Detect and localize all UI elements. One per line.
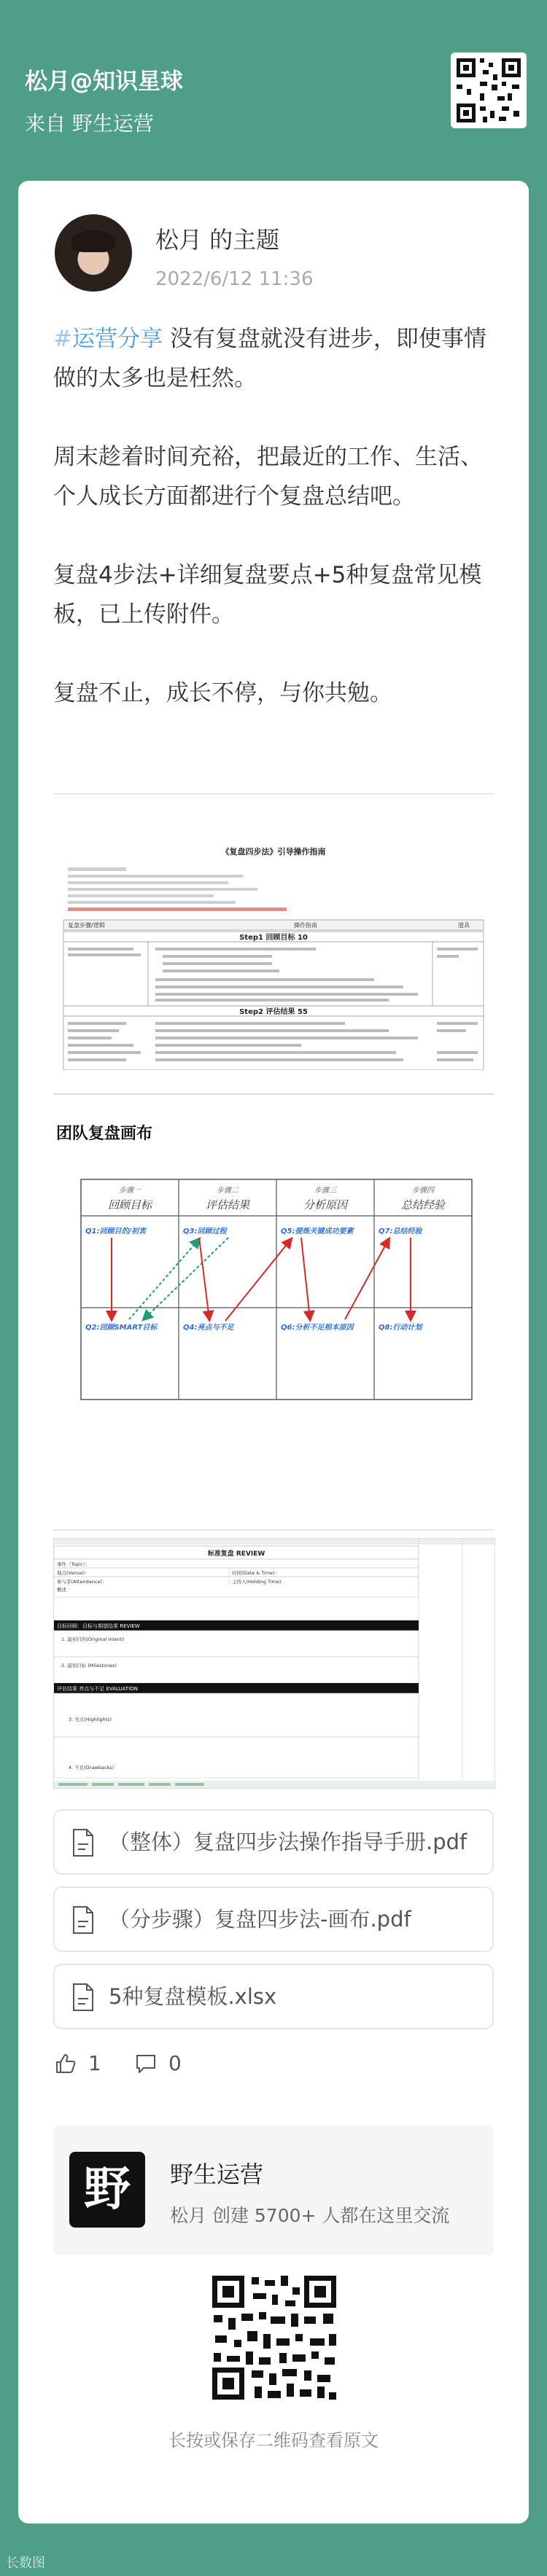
- step1-label: Step1 回顾目标 10: [239, 934, 308, 942]
- svg-text:参与者(Attendance)：: 参与者(Attendance)：: [57, 1579, 107, 1585]
- question-label: Q8:行动计划: [379, 1324, 422, 1332]
- svg-text:2. 最初目标 (Milestones): 2. 最初目标 (Milestones): [61, 1663, 117, 1668]
- comment-button[interactable]: [135, 2051, 182, 2075]
- col-name: 评估结果: [205, 1198, 250, 1211]
- svg-text:地点(Venue)：: 地点(Venue)：: [57, 1570, 90, 1576]
- attachment-name: （整体）复盘四步法操作指导手册.pdf: [109, 1830, 468, 1854]
- svg-text:主持人(Holding Time)：: 主持人(Holding Time)：: [232, 1579, 286, 1585]
- group-name: 野生运营: [170, 2161, 264, 2188]
- file-icon: [72, 1905, 94, 1935]
- topic-tag[interactable]: 运营分享: [71, 326, 163, 352]
- col-name: 分析原因: [303, 1198, 348, 1211]
- group-card[interactable]: [53, 2126, 494, 2255]
- question-label: Q5:提炼关键成功要素: [281, 1227, 354, 1236]
- canvas-title: 团队复盘画布: [56, 1125, 153, 1143]
- file-icon: [72, 1983, 94, 2012]
- post-paragraph: 复盘4步法+详细复盘要点+5种复盘常见模板，已上传附件。: [53, 562, 482, 628]
- col-step-label: 步骤一: [119, 1187, 141, 1195]
- comment-count: 0: [168, 2051, 182, 2075]
- attachment-name: （分步骤）复盘四步法-画布.pdf: [109, 1907, 411, 1932]
- svg-text:概述: 概述: [57, 1587, 66, 1593]
- question-label: Q4:亮点与不足: [183, 1324, 234, 1332]
- review-template-image[interactable]: [53, 1538, 495, 1789]
- review-canvas-image[interactable]: [53, 1121, 494, 1442]
- qr-caption: 长按或保存二维码查看原文: [168, 2430, 379, 2451]
- col-step: 复盘步骤/逻辑: [68, 922, 105, 929]
- like-button[interactable]: [55, 2051, 101, 2075]
- post-paragraph: 复盘不止，成长不停，与你共勉。: [53, 680, 392, 706]
- group-meta: 松月 创建 5700+ 人都在这里交流: [170, 2205, 450, 2226]
- question-label: Q7:总结经验: [379, 1227, 422, 1236]
- svg-text:时间(Date & Time)：: 时间(Date & Time)：: [232, 1570, 280, 1576]
- svg-text:事件（Topic）：: 事件（Topic）：: [57, 1561, 90, 1567]
- attachment-item[interactable]: [53, 1809, 494, 1875]
- col-name: 回顾目标: [107, 1198, 152, 1211]
- divider: [53, 1529, 494, 1531]
- svg-text:1. 最初目的(Original Intent): 1. 最初目的(Original Intent): [61, 1636, 125, 1642]
- source-label: 来自 野生运营: [25, 112, 154, 136]
- post-content: [53, 319, 498, 752]
- question-label: Q2:回顾SMART目标: [85, 1324, 158, 1332]
- watermark: 长数图: [6, 2556, 45, 2571]
- col-tool: 道具: [458, 922, 470, 929]
- col-name: 总结经验: [400, 1198, 446, 1211]
- divider: [53, 1093, 494, 1095]
- page-header: [0, 0, 547, 182]
- post-card: [18, 181, 529, 2524]
- col-step-label: 步骤四: [412, 1187, 434, 1195]
- question-label: Q3:回顾过程: [183, 1227, 227, 1236]
- col-step-label: 步骤二: [217, 1187, 238, 1195]
- doc-title: 《复盘四步法》引导操作指南: [221, 847, 326, 856]
- file-icon: [72, 1828, 94, 1857]
- question-label: Q6:分析不足根本原因: [281, 1324, 354, 1332]
- group-logo: 野: [69, 2152, 145, 2228]
- attachment-item[interactable]: [53, 1964, 494, 2029]
- review-section: 评估结果 亮点与不足 EVALUATION: [57, 1686, 139, 1692]
- col-step-label: 步骤三: [314, 1187, 336, 1195]
- col-guide: 操作指南: [294, 922, 317, 929]
- svg-text:4. 不足(Drawbacks): 4. 不足(Drawbacks): [69, 1765, 115, 1771]
- review-section: 目标回顾：目标与期望结果 REVIEW: [57, 1623, 140, 1629]
- step2-label: Step2 评估结果 55: [239, 1008, 308, 1016]
- post-paragraph: 周末趁着时间充裕，把最近的工作、生活、个人成长方面都进行个复盘总结吧。: [53, 444, 483, 510]
- post-paragraph: #运营分享 没有复盘就没有进步，即使事情做的太多也是枉然。: [53, 326, 486, 391]
- divider: [53, 793, 494, 795]
- question-label: Q1:回顾目的/初衷: [85, 1227, 147, 1236]
- thumbs-up-icon: [55, 2053, 77, 2075]
- attachment-name: 5种复盘模板.xlsx: [109, 1984, 277, 2009]
- author-name[interactable]: 松月 的主题: [155, 226, 280, 254]
- post-qr-code[interactable]: [209, 2273, 339, 2403]
- post-date: 2022/6/12 11:36: [155, 268, 314, 290]
- header-qr-code[interactable]: [451, 52, 527, 128]
- planet-title: 松月@知识星球: [25, 69, 183, 95]
- guide-document-image[interactable]: [53, 830, 494, 1070]
- review-title: 标准复盘 REVIEW: [207, 1550, 265, 1558]
- author-avatar[interactable]: [55, 214, 132, 292]
- svg-text:3. 亮点(Highlights): 3. 亮点(Highlights): [69, 1717, 112, 1722]
- attachment-item[interactable]: [53, 1886, 494, 1952]
- hash-symbol: #: [53, 326, 72, 352]
- like-count: 1: [88, 2051, 101, 2075]
- comment-icon: [135, 2053, 157, 2075]
